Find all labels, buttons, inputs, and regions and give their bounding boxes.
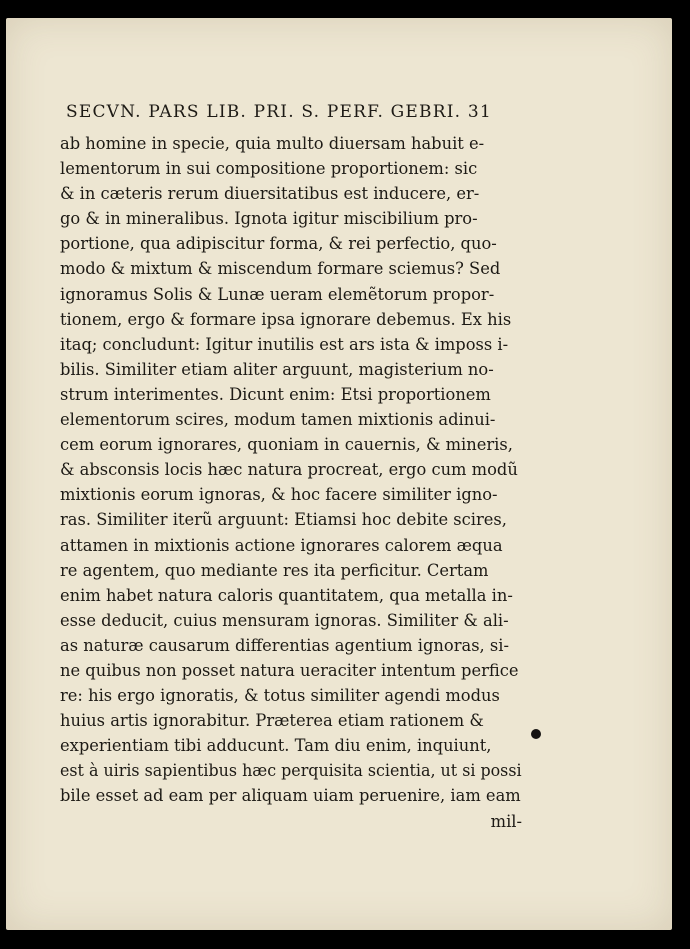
text-line: bile esset ad eam per aliquam uiam peruenire, iam eam [60,786,521,806]
body-text [60,131,522,834]
text-line: strum interimentes. Dicunt enim: Etsi proportionem [60,384,491,404]
text-line: elementorum scires, modum tamen mixtionis adinui- [60,410,496,430]
text-line: as naturæ causarum differentias agentium ignoras, si- [60,635,509,655]
text-line: huius artis ignorabitur. Præterea etiam rationem & [60,711,484,731]
text-line: est à uiris sapientibus hæc perquisita scientia, ut si possi [60,761,522,781]
text-line: cem eorum ignorares, quoniam in cauernis, & mineris, [60,435,513,455]
text-line: itaq; concludunt: Igitur inutilis est ars ista & imposs i- [60,334,509,354]
text-line: ras. Similiter iterũ arguunt: Etiamsi hoc debite scires, [60,510,507,530]
text-line: tionem, ergo & formare ipsa ignorare debemus. Ex his [60,309,512,329]
text-line: lementorum in sui compositione proportionem: sic [60,159,478,179]
text-line: enim habet natura caloris quantitatem, qua metalla in- [60,585,513,605]
text-line: experientiam tibi adducunt. Tam diu enim, inquiunt, [60,736,492,756]
text-line: attamen in mixtionis actione ignorares calorem æqua [60,535,503,555]
text-line: ne quibus non posset natura ueraciter intentum perfice [60,660,519,680]
text-line: ab homine in specie, quia multo diuersam habuit e- [60,134,485,153]
text-line: re: his ergo ignoratis, & totus similiter agendi modus [60,686,500,706]
text-line: esse deducit, cuius mensuram ignoras. Similiter & ali- [60,610,509,630]
running-head: SECVN. PARS LIB. PRI. S. PERF. GEBRI. 31 [66,102,492,122]
catchword: mil- [490,811,522,831]
text-line: & in cæteris rerum diuersitatibus est inducere, er- [60,184,480,204]
text-line: re agentem, quo mediante res ita perficitur. Certam [60,560,489,580]
text-line: go & in mineralibus. Ignota igitur miscibilium pro- [60,209,478,229]
text-line: portione, qua adipiscitur forma, & rei perfectio, quo- [60,234,497,254]
book-page [6,18,672,930]
text-line: modo & mixtum & miscendum formare sciemus? Sed [60,259,501,279]
text-line: ignoramus Solis & Lunæ ueram elemẽtorum propor- [60,284,495,304]
text-line: & absconsis locis hæc natura procreat, ergo cum modũ [60,460,518,480]
text-line: mixtionis eorum ignoras, & hoc facere similiter igno- [60,485,498,505]
ink-spot [531,729,541,739]
text-line: bilis. Similiter etiam aliter arguunt, magisterium no- [60,359,494,379]
